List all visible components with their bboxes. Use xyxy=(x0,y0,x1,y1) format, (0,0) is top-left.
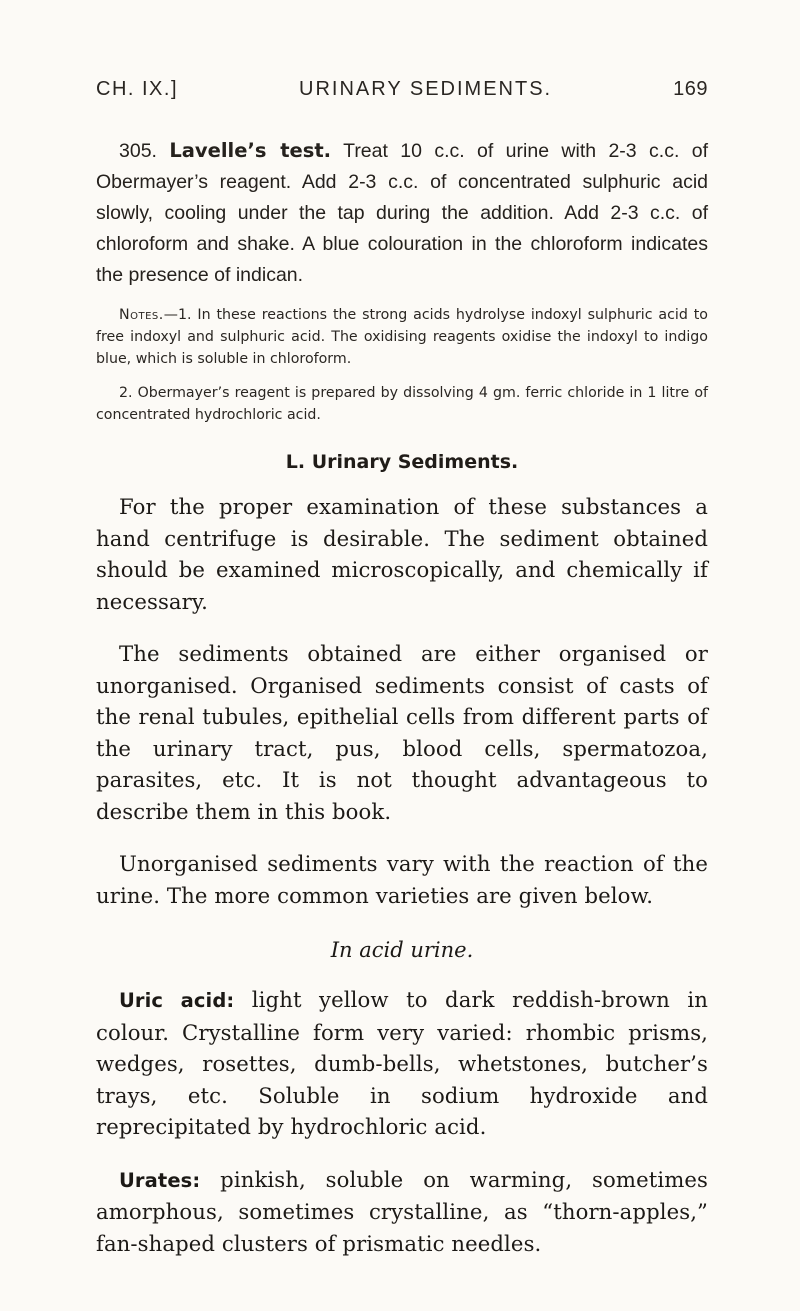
running-head xyxy=(96,78,708,101)
paragraph-unorganised: Unorganised sediments vary with the reaction of the urine. The more common varieties are given below. xyxy=(96,851,708,908)
note-1 xyxy=(96,304,708,370)
test-paragraph xyxy=(96,135,708,291)
notes-label: Notes. xyxy=(119,307,164,323)
book-page xyxy=(96,78,708,1280)
entry-text: light yellow to dark reddish-brown in colour. Crystalline form very varied: rhombic prisms, wedges, rosettes, dumb-bells, whetstones, butcher’s trays, etc. Soluble in sodium hydroxide and reprecipitated by hydrochloric acid. xyxy=(96,987,708,1139)
test-name: Lavelle’s test. xyxy=(169,139,332,162)
note-1-text: —1. In these reactions the strong acids hydrolyse indoxyl sulphuric acid to free indoxyl and sulphuric acid. The oxidising reagents oxidise the indoxyl to indigo blue, which is soluble in chloroform. xyxy=(96,307,708,367)
notes-block xyxy=(96,304,708,426)
entry-term: Urates: xyxy=(119,1168,201,1192)
entry-urates xyxy=(96,1164,708,1260)
section-heading: L. Urinary Sediments. xyxy=(285,451,519,473)
paragraph-organised: The sediments obtained are either organised or unorganised. Organised sediments consist of casts of the renal tubules, epithelial cells from different parts of the urinary tract, pus, blood cells, spermatozoa, parasites, etc. It is not thought advantageous to describe them in this book. xyxy=(96,641,708,824)
entry-text: pinkish, soluble on warming, sometimes amorphous, sometimes crystalline, as “thorn-apples,” fan-shaped clusters of prismatic needles. xyxy=(96,1166,708,1256)
running-title: URINARY SEDIMENTS. xyxy=(299,78,553,100)
subheading-acid-urine: In acid urine. xyxy=(330,938,474,962)
page-number: 169 xyxy=(673,78,708,100)
test-number: 305. xyxy=(119,140,157,162)
entry-uric-acid xyxy=(96,984,708,1143)
chapter-label: CH. IX.] xyxy=(96,78,179,100)
test-text: Treat 10 c.c. of urine with 2-3 c.c. of Obermayer’s reagent. Add 2-3 c.c. of concentrated sulphuric acid slowly, cooling under the tap during the addition. Add 2-3 c.c. of chloroform and shake. A blue colouration in the chloroform indicates the presence of indican. xyxy=(96,140,708,286)
entry-term: Uric acid: xyxy=(119,989,235,1012)
note-2: 2. Obermayer’s reagent is prepared by dissolving 4 gm. ferric chloride in 1 litre of concentrated hydrochloric acid. xyxy=(96,385,708,423)
paragraph-centrifuge: For the proper examination of these substances a hand centrifuge is desirable. The sediment obtained should be examined microscopically, and chemically if necessary. xyxy=(96,494,708,614)
